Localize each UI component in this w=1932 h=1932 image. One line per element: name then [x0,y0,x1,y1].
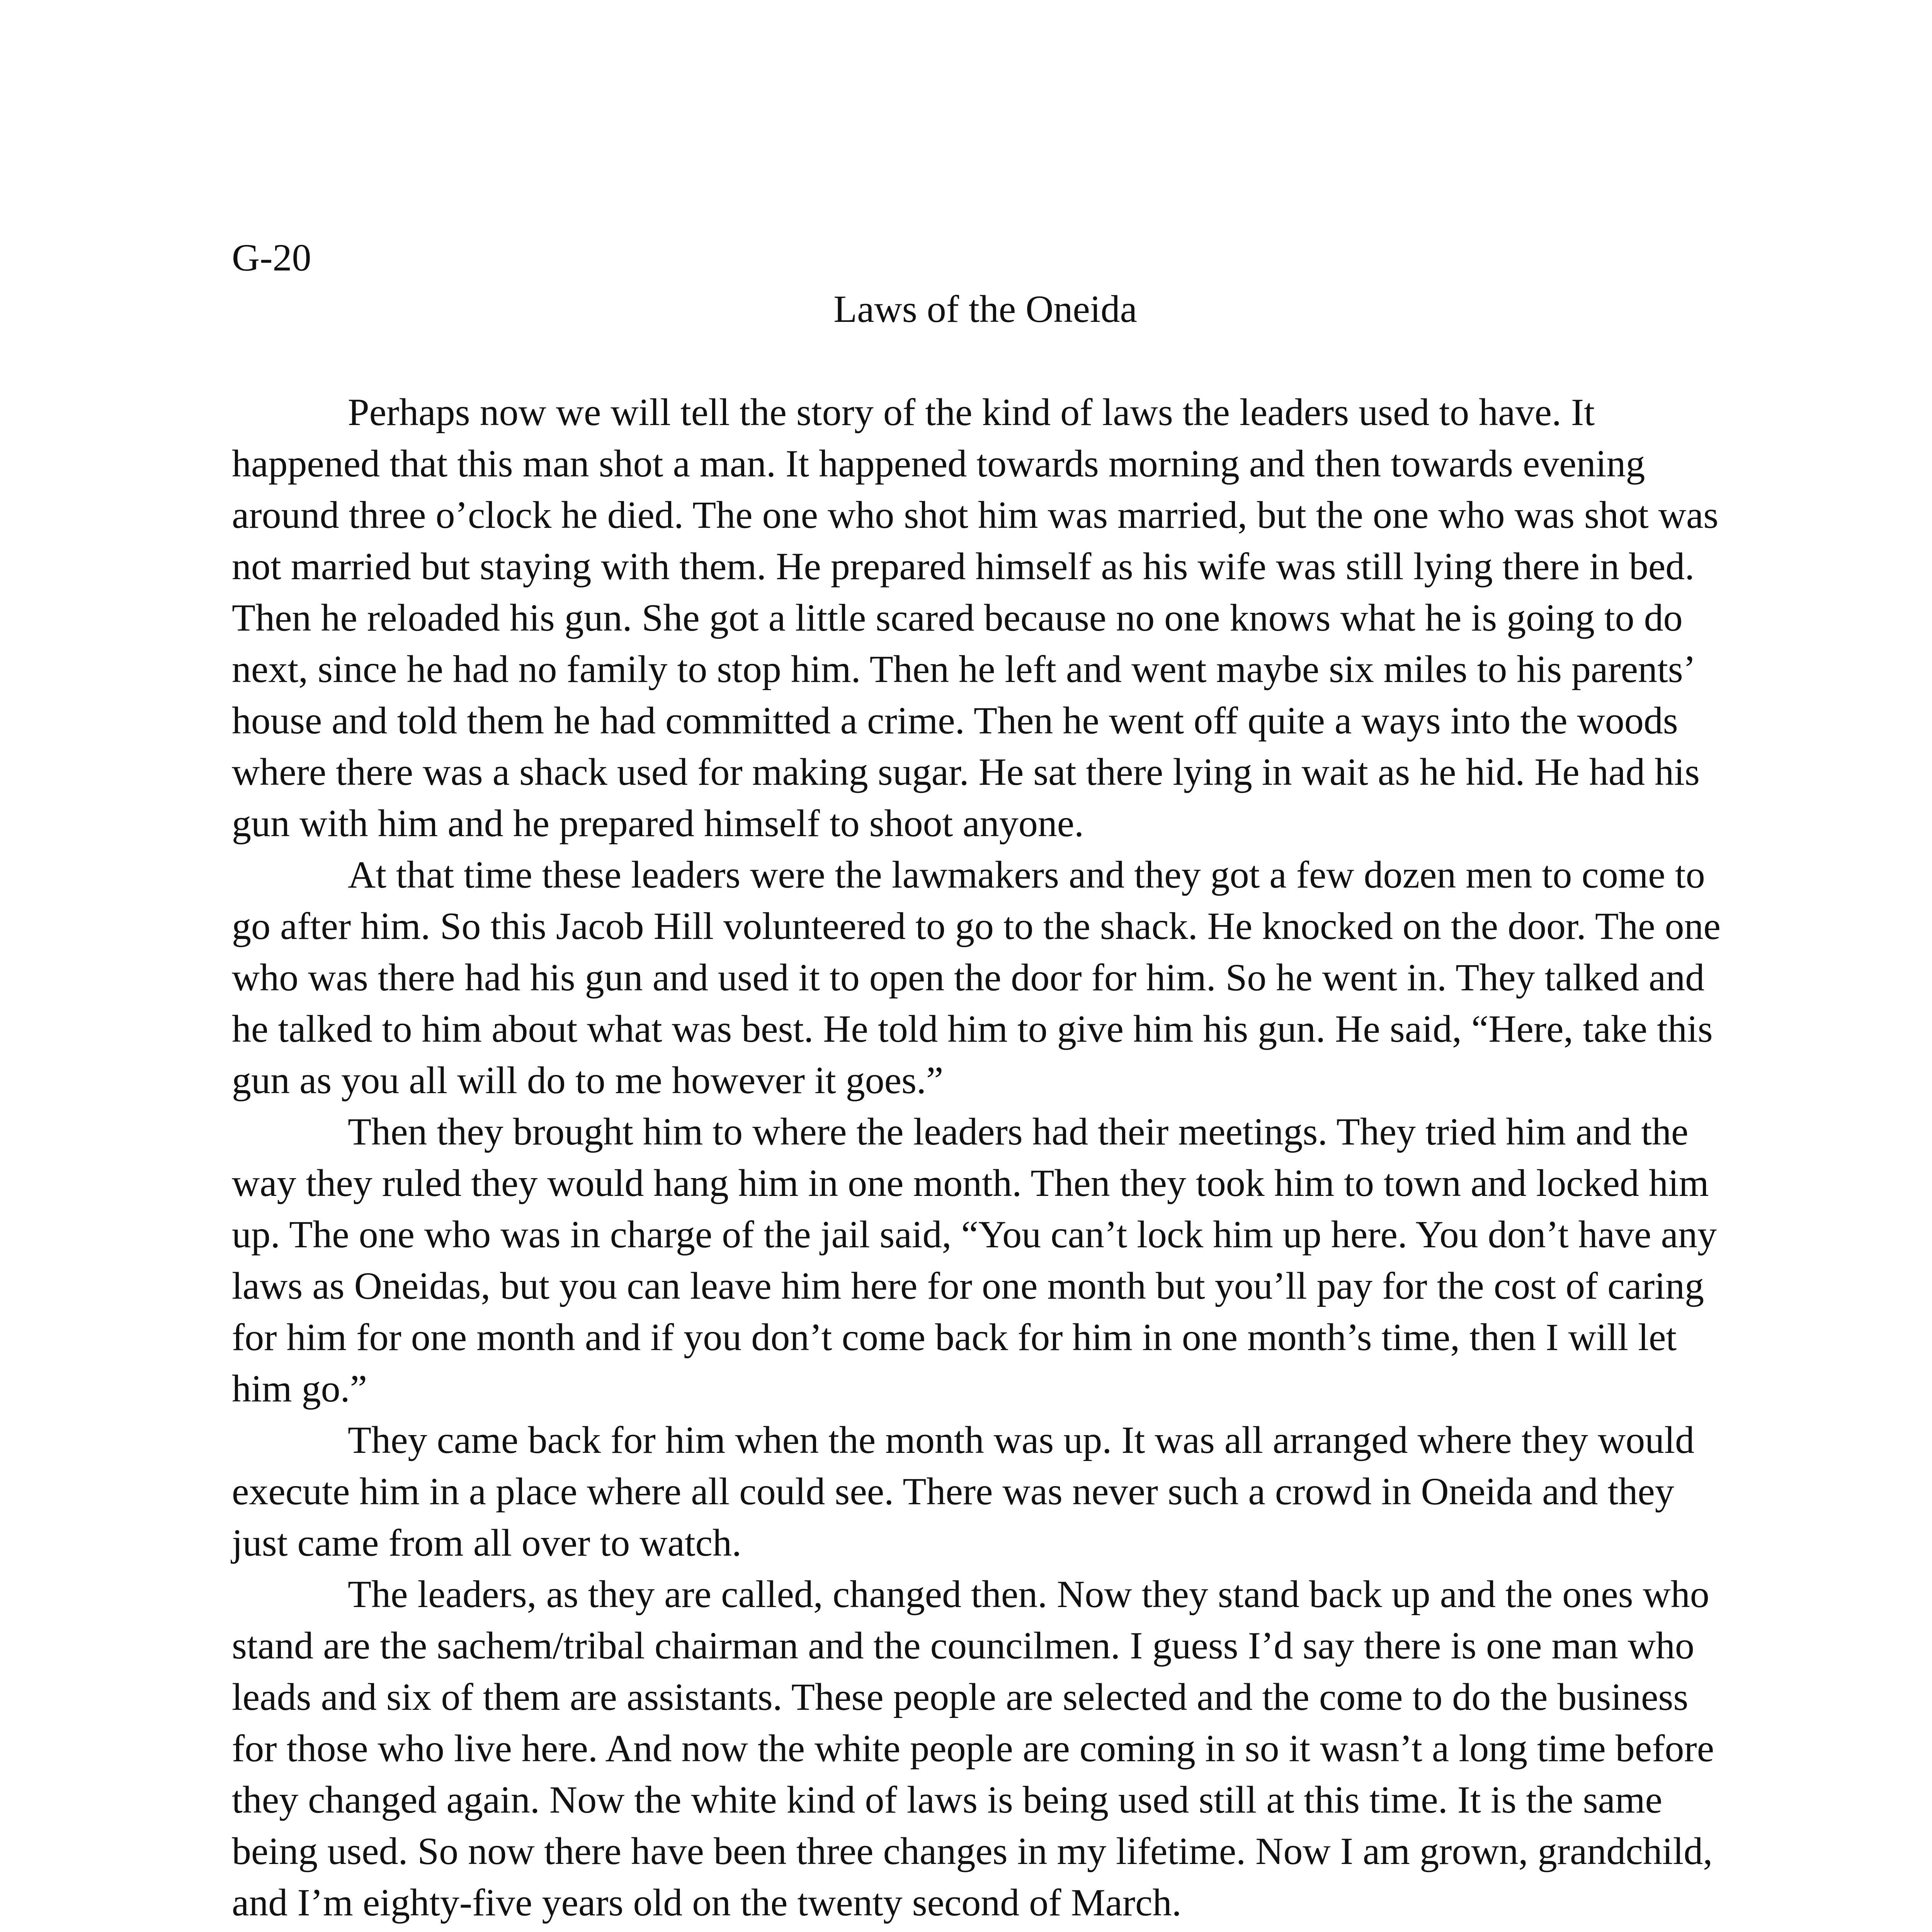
body-paragraph: At that time these leaders were the lawmakers and they got a few dozen men to come to go after him. So this Jacob Hill volunteered to go to the shack. He knocked on the door. The one who was there had his gun and used it to open the door for him. So he went in. They talked and he talked to him about what was best. He told him to give him his gun. He said, “Here, take this gun as you all will do to me however it goes.” [232,853,1721,1102]
document-title: Laws of the Oneida [833,287,1137,330]
document-id-label: G-20 [232,236,311,279]
document-body [232,386,1739,1928]
body-paragraph: Then they brought him to where the leaders had their meetings. They tried him and the way they ruled they would hang him in one month. Then they took him to town and locked him up. The one who was in charge of the jail said, “You can’t lock him up here. You don’t have any laws as Oneidas, but you can leave him here for one month but you’ll pay for the cost of caring for him for one month and if you don’t come back for him in one month’s time, then I will let him go.” [232,1110,1717,1410]
body-paragraph: The leaders, as they are called, changed then. Now they stand back up and the ones who stand are the sachem/tribal chairman and the councilmen. I guess I’d say there is one man who leads and six of them are assistants. These people are selected and the come to do the business for those who live here. And now the white people are coming in so it wasn’t a long time before they changed again. Now the white kind of laws is being used still at this time. It is the same being used. So now there have been three changes in my lifetime. Now I am grown, grandchild, and I’m eighty-five years old on the twenty second of March. [232,1573,1714,1924]
body-paragraph: Perhaps now we will tell the story of the kind of laws the leaders used to have. It happened that this man shot a man. It happened towards morning and then towards evening around three o’clock he died. The one who shot him was married, but the one who was shot was not married but staying with them. He prepared himself as his wife was still lying there in bed. Then he reloaded his gun. She got a little scared because no one knows what he is going to do next, since he had no family to stop him. Then he left and went maybe six miles to his parents’ house and told them he had committed a crime. Then he went off quite a ways into the woods where there was a shack used for making sugar. He sat there lying in wait as he hid. He had his gun with him and he prepared himself to shoot anyone. [232,391,1719,845]
body-paragraph: They came back for him when the month was up. It was all arranged where they would execute him in a place where all could see. There was never such a crowd in Oneida and they just came from all over to watch. [232,1418,1694,1564]
